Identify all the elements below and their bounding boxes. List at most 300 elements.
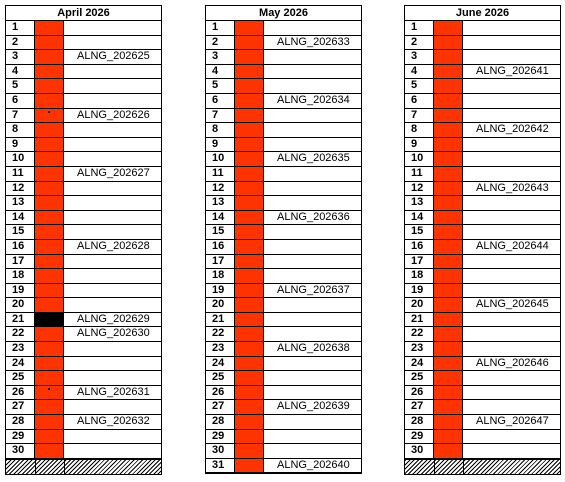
day-number: 31	[206, 459, 235, 473]
day-number: 3	[206, 50, 235, 64]
day-row[interactable]	[6, 386, 161, 401]
month-column	[5, 5, 162, 475]
day-number: 23	[206, 342, 235, 356]
day-bar	[434, 211, 463, 225]
day-number: 21	[6, 313, 35, 327]
day-number: 2	[6, 36, 35, 50]
event-label: ALNG_202628	[77, 239, 150, 252]
day-bar	[35, 196, 64, 210]
day-row[interactable]	[6, 430, 161, 445]
month-title: April 2026	[6, 6, 161, 21]
day-number: 29	[6, 430, 35, 444]
day-row[interactable]	[206, 415, 361, 430]
day-number: 11	[405, 167, 434, 181]
day-bar	[35, 109, 64, 123]
day-row[interactable]	[405, 123, 560, 138]
day-row[interactable]	[405, 79, 560, 94]
day-row[interactable]	[405, 21, 560, 36]
day-number: 27	[405, 400, 434, 414]
day-row[interactable]	[206, 50, 361, 65]
day-row[interactable]	[206, 152, 361, 167]
day-row[interactable]	[6, 342, 161, 357]
day-number: 22	[206, 327, 235, 341]
day-row[interactable]	[6, 371, 161, 386]
day-row[interactable]	[405, 211, 560, 226]
day-number: 6	[405, 94, 434, 108]
day-bar	[434, 36, 463, 50]
day-bar	[434, 225, 463, 239]
day-row[interactable]	[6, 182, 161, 197]
day-row[interactable]	[405, 313, 560, 328]
event-label: ALNG_202639	[277, 400, 350, 413]
day-number: 6	[6, 94, 35, 108]
day-number: 1	[6, 21, 35, 35]
day-bar	[434, 342, 463, 356]
day-row[interactable]	[405, 255, 560, 270]
event-label: ALNG_202626	[77, 108, 150, 121]
day-bar	[434, 94, 463, 108]
day-row[interactable]	[206, 79, 361, 94]
day-row[interactable]	[405, 400, 560, 415]
day-row[interactable]	[206, 21, 361, 36]
day-number: 5	[6, 79, 35, 93]
day-bar	[434, 138, 463, 152]
day-row[interactable]	[206, 196, 361, 211]
day-bar	[235, 459, 264, 473]
day-number: 12	[206, 182, 235, 196]
day-row[interactable]	[405, 196, 560, 211]
day-row[interactable]	[405, 357, 560, 372]
day-row[interactable]	[206, 357, 361, 372]
day-bar	[35, 269, 64, 283]
day-number: 28	[6, 415, 35, 429]
day-number: 1	[405, 21, 434, 35]
day-number: 15	[6, 225, 35, 239]
day-number: 19	[206, 284, 235, 298]
day-bar	[434, 400, 463, 414]
day-row[interactable]	[206, 255, 361, 270]
day-number: 23	[405, 342, 434, 356]
day-bar	[235, 138, 264, 152]
day-bar	[35, 357, 64, 371]
day-bar	[35, 371, 64, 385]
event-label: ALNG_202635	[277, 152, 350, 165]
day-row[interactable]	[405, 109, 560, 124]
day-number: 8	[6, 123, 35, 137]
month-column	[404, 5, 561, 475]
day-row[interactable]	[6, 21, 161, 36]
day-row[interactable]	[6, 167, 161, 182]
dot-marker	[48, 388, 50, 390]
day-number: 22	[6, 327, 35, 341]
day-row[interactable]	[405, 94, 560, 109]
day-bar	[35, 50, 64, 64]
day-row[interactable]	[6, 255, 161, 270]
day-bar	[434, 371, 463, 385]
day-bar	[434, 415, 463, 429]
day-number: 29	[206, 430, 235, 444]
day-row[interactable]	[6, 123, 161, 138]
day-row[interactable]	[6, 269, 161, 284]
event-label: ALNG_202637	[277, 283, 350, 296]
day-number: 23	[6, 342, 35, 356]
day-bar	[434, 269, 463, 283]
day-number: 18	[206, 269, 235, 283]
day-number: 24	[6, 357, 35, 371]
day-number: 28	[405, 415, 434, 429]
day-bar	[434, 240, 463, 254]
day-row[interactable]	[206, 371, 361, 386]
day-row[interactable]	[405, 65, 560, 80]
day-row[interactable]	[405, 284, 560, 299]
day-bar	[235, 371, 264, 385]
day-row[interactable]	[206, 65, 361, 80]
day-row[interactable]	[206, 36, 361, 51]
day-number: 13	[6, 196, 35, 210]
day-bar	[235, 65, 264, 79]
day-number: 17	[405, 255, 434, 269]
event-label: ALNG_202634	[277, 93, 350, 106]
day-number: 12	[6, 182, 35, 196]
day-number: 19	[405, 284, 434, 298]
day-number: 10	[405, 152, 434, 166]
day-bar	[235, 327, 264, 341]
day-number: 22	[405, 327, 434, 341]
day-number: 18	[405, 269, 434, 283]
day-row[interactable]	[6, 109, 161, 124]
day-bar	[235, 240, 264, 254]
day-bar	[235, 196, 264, 210]
day-row[interactable]	[405, 182, 560, 197]
day-bar	[434, 298, 463, 312]
day-row[interactable]	[405, 152, 560, 167]
day-row[interactable]	[6, 94, 161, 109]
day-bar	[434, 182, 463, 196]
day-bar	[434, 327, 463, 341]
day-number: 14	[405, 211, 434, 225]
day-bar	[35, 400, 64, 414]
day-bar	[235, 94, 264, 108]
day-bar	[434, 196, 463, 210]
day-row[interactable]	[6, 225, 161, 240]
day-bar	[35, 444, 64, 458]
day-bar	[434, 284, 463, 298]
day-bar	[235, 415, 264, 429]
day-bar	[235, 50, 264, 64]
event-label: ALNG_202632	[77, 415, 150, 428]
hatch-divider	[35, 460, 36, 474]
day-row[interactable]	[206, 109, 361, 124]
day-row[interactable]	[206, 138, 361, 153]
day-number: 25	[6, 371, 35, 385]
day-number: 7	[206, 109, 235, 123]
day-row[interactable]	[206, 444, 361, 459]
day-number: 5	[405, 79, 434, 93]
day-bar	[235, 255, 264, 269]
day-number: 4	[6, 65, 35, 79]
day-bar	[434, 167, 463, 181]
day-row[interactable]	[405, 240, 560, 255]
day-row[interactable]	[405, 430, 560, 445]
day-bar	[235, 109, 264, 123]
day-bar	[434, 123, 463, 137]
day-bar	[434, 444, 463, 458]
day-number: 26	[6, 386, 35, 400]
event-label: ALNG_202643	[476, 181, 549, 194]
day-bar	[235, 298, 264, 312]
day-number: 18	[6, 269, 35, 283]
day-row[interactable]	[206, 123, 361, 138]
hatch-divider	[434, 460, 435, 474]
day-row[interactable]	[405, 415, 560, 430]
day-number: 27	[206, 400, 235, 414]
day-row[interactable]	[6, 444, 161, 459]
day-number: 7	[405, 109, 434, 123]
day-bar	[434, 386, 463, 400]
day-number: 25	[206, 371, 235, 385]
day-bar	[35, 79, 64, 93]
day-number: 26	[405, 386, 434, 400]
day-row[interactable]	[206, 240, 361, 255]
day-bar	[235, 284, 264, 298]
day-bar	[235, 357, 264, 371]
day-row[interactable]	[405, 327, 560, 342]
month-column	[205, 5, 362, 474]
day-bar	[35, 152, 64, 166]
day-bar	[434, 79, 463, 93]
day-row[interactable]	[405, 167, 560, 182]
day-row[interactable]	[6, 284, 161, 299]
day-bar	[434, 21, 463, 35]
day-bar	[235, 225, 264, 239]
event-label: ALNG_202642	[476, 123, 549, 136]
day-row[interactable]	[405, 138, 560, 153]
day-row[interactable]	[405, 386, 560, 401]
day-number: 10	[206, 152, 235, 166]
day-number: 14	[6, 211, 35, 225]
day-row[interactable]	[206, 167, 361, 182]
day-number: 3	[6, 50, 35, 64]
day-row[interactable]	[405, 36, 560, 51]
day-bar	[235, 182, 264, 196]
day-row[interactable]	[206, 284, 361, 299]
empty-row-hatch	[6, 459, 161, 474]
day-row[interactable]	[206, 313, 361, 328]
day-bar	[235, 167, 264, 181]
day-bar	[235, 36, 264, 50]
day-number: 10	[6, 152, 35, 166]
day-bar	[35, 342, 64, 356]
day-number: 9	[206, 138, 235, 152]
month-title: May 2026	[206, 6, 361, 21]
day-number: 2	[206, 36, 235, 50]
day-bar	[235, 211, 264, 225]
day-bar	[35, 21, 64, 35]
day-number: 13	[405, 196, 434, 210]
day-bar	[35, 182, 64, 196]
day-row[interactable]	[6, 196, 161, 211]
day-number: 1	[206, 21, 235, 35]
day-bar	[235, 342, 264, 356]
month-title: June 2026	[405, 6, 560, 21]
day-bar	[235, 444, 264, 458]
day-row[interactable]	[6, 36, 161, 51]
day-bar	[434, 65, 463, 79]
day-number: 20	[405, 298, 434, 312]
day-number: 27	[6, 400, 35, 414]
day-number: 16	[6, 240, 35, 254]
day-row[interactable]	[405, 444, 560, 459]
event-label: ALNG_202646	[476, 356, 549, 369]
day-row[interactable]	[6, 313, 161, 328]
day-bar	[235, 269, 264, 283]
day-number: 26	[206, 386, 235, 400]
day-bar	[35, 167, 64, 181]
day-bar	[35, 284, 64, 298]
day-number: 4	[206, 65, 235, 79]
day-row[interactable]	[6, 327, 161, 342]
day-number: 30	[6, 444, 35, 458]
day-number: 16	[206, 240, 235, 254]
day-number: 13	[206, 196, 235, 210]
day-number: 20	[206, 298, 235, 312]
day-bar	[35, 65, 64, 79]
day-row[interactable]	[206, 430, 361, 445]
day-row[interactable]	[6, 298, 161, 313]
day-number: 4	[405, 65, 434, 79]
day-row[interactable]	[6, 65, 161, 80]
event-label: ALNG_202647	[476, 415, 549, 428]
day-number: 12	[405, 182, 434, 196]
day-number: 14	[206, 211, 235, 225]
empty-row-hatch	[405, 459, 560, 474]
day-row[interactable]	[206, 225, 361, 240]
day-bar	[235, 386, 264, 400]
day-bar	[35, 138, 64, 152]
event-label: ALNG_202630	[77, 327, 150, 340]
day-number: 9	[6, 138, 35, 152]
hatch-divider	[463, 460, 464, 474]
day-number: 16	[405, 240, 434, 254]
event-label: ALNG_202645	[476, 298, 549, 311]
day-bar	[434, 313, 463, 327]
day-row[interactable]	[206, 211, 361, 226]
day-number: 17	[6, 255, 35, 269]
day-bar	[235, 313, 264, 327]
day-bar	[35, 415, 64, 429]
day-row[interactable]	[206, 327, 361, 342]
day-row[interactable]	[6, 357, 161, 372]
day-number: 6	[206, 94, 235, 108]
day-number: 8	[206, 123, 235, 137]
day-row[interactable]	[405, 225, 560, 240]
day-row[interactable]	[6, 240, 161, 255]
day-row[interactable]	[206, 269, 361, 284]
day-number: 17	[206, 255, 235, 269]
day-row[interactable]	[206, 182, 361, 197]
day-row[interactable]	[206, 459, 361, 474]
day-number: 20	[6, 298, 35, 312]
day-bar	[235, 430, 264, 444]
day-bar	[35, 430, 64, 444]
day-number: 24	[206, 357, 235, 371]
day-row[interactable]	[405, 342, 560, 357]
event-label: ALNG_202640	[277, 458, 350, 471]
day-row[interactable]	[405, 371, 560, 386]
event-label: ALNG_202636	[277, 210, 350, 223]
day-bar	[35, 225, 64, 239]
day-bar	[35, 386, 64, 400]
day-bar	[235, 123, 264, 137]
day-row[interactable]	[6, 79, 161, 94]
day-number: 3	[405, 50, 434, 64]
day-number: 21	[405, 313, 434, 327]
day-row[interactable]	[6, 50, 161, 65]
day-bar	[434, 430, 463, 444]
dot-marker	[48, 111, 50, 113]
day-row[interactable]	[206, 342, 361, 357]
event-label: ALNG_202641	[476, 64, 549, 77]
day-row[interactable]	[6, 152, 161, 167]
day-number: 25	[405, 371, 434, 385]
day-row[interactable]	[405, 298, 560, 313]
day-number: 30	[206, 444, 235, 458]
day-number: 11	[206, 167, 235, 181]
day-bar	[235, 400, 264, 414]
event-label: ALNG_202644	[476, 239, 549, 252]
day-number: 24	[405, 357, 434, 371]
day-bar	[35, 36, 64, 50]
day-row[interactable]	[405, 269, 560, 284]
day-number: 19	[6, 284, 35, 298]
day-bar	[35, 327, 64, 341]
day-number: 11	[6, 167, 35, 181]
day-number: 30	[405, 444, 434, 458]
day-number: 15	[405, 225, 434, 239]
day-bar	[235, 152, 264, 166]
day-bar	[434, 152, 463, 166]
day-row[interactable]	[206, 94, 361, 109]
day-row[interactable]	[6, 415, 161, 430]
day-bar	[235, 21, 264, 35]
day-number: 8	[405, 123, 434, 137]
marked-day-block	[35, 313, 64, 327]
day-bar	[235, 79, 264, 93]
day-bar	[35, 298, 64, 312]
day-row[interactable]	[6, 211, 161, 226]
day-number: 29	[405, 430, 434, 444]
day-number: 2	[405, 36, 434, 50]
day-bar	[35, 240, 64, 254]
day-bar	[434, 109, 463, 123]
day-row[interactable]	[6, 400, 161, 415]
day-row[interactable]	[206, 400, 361, 415]
day-row[interactable]	[6, 138, 161, 153]
day-row[interactable]	[206, 298, 361, 313]
event-label: ALNG_202638	[277, 342, 350, 355]
day-row[interactable]	[405, 50, 560, 65]
day-number: 15	[206, 225, 235, 239]
day-row[interactable]	[206, 386, 361, 401]
day-bar	[35, 211, 64, 225]
day-bar	[434, 357, 463, 371]
event-label: ALNG_202633	[277, 35, 350, 48]
day-number: 9	[405, 138, 434, 152]
event-label: ALNG_202625	[77, 50, 150, 63]
hatch-divider	[64, 460, 65, 474]
day-number: 28	[206, 415, 235, 429]
day-number: 5	[206, 79, 235, 93]
